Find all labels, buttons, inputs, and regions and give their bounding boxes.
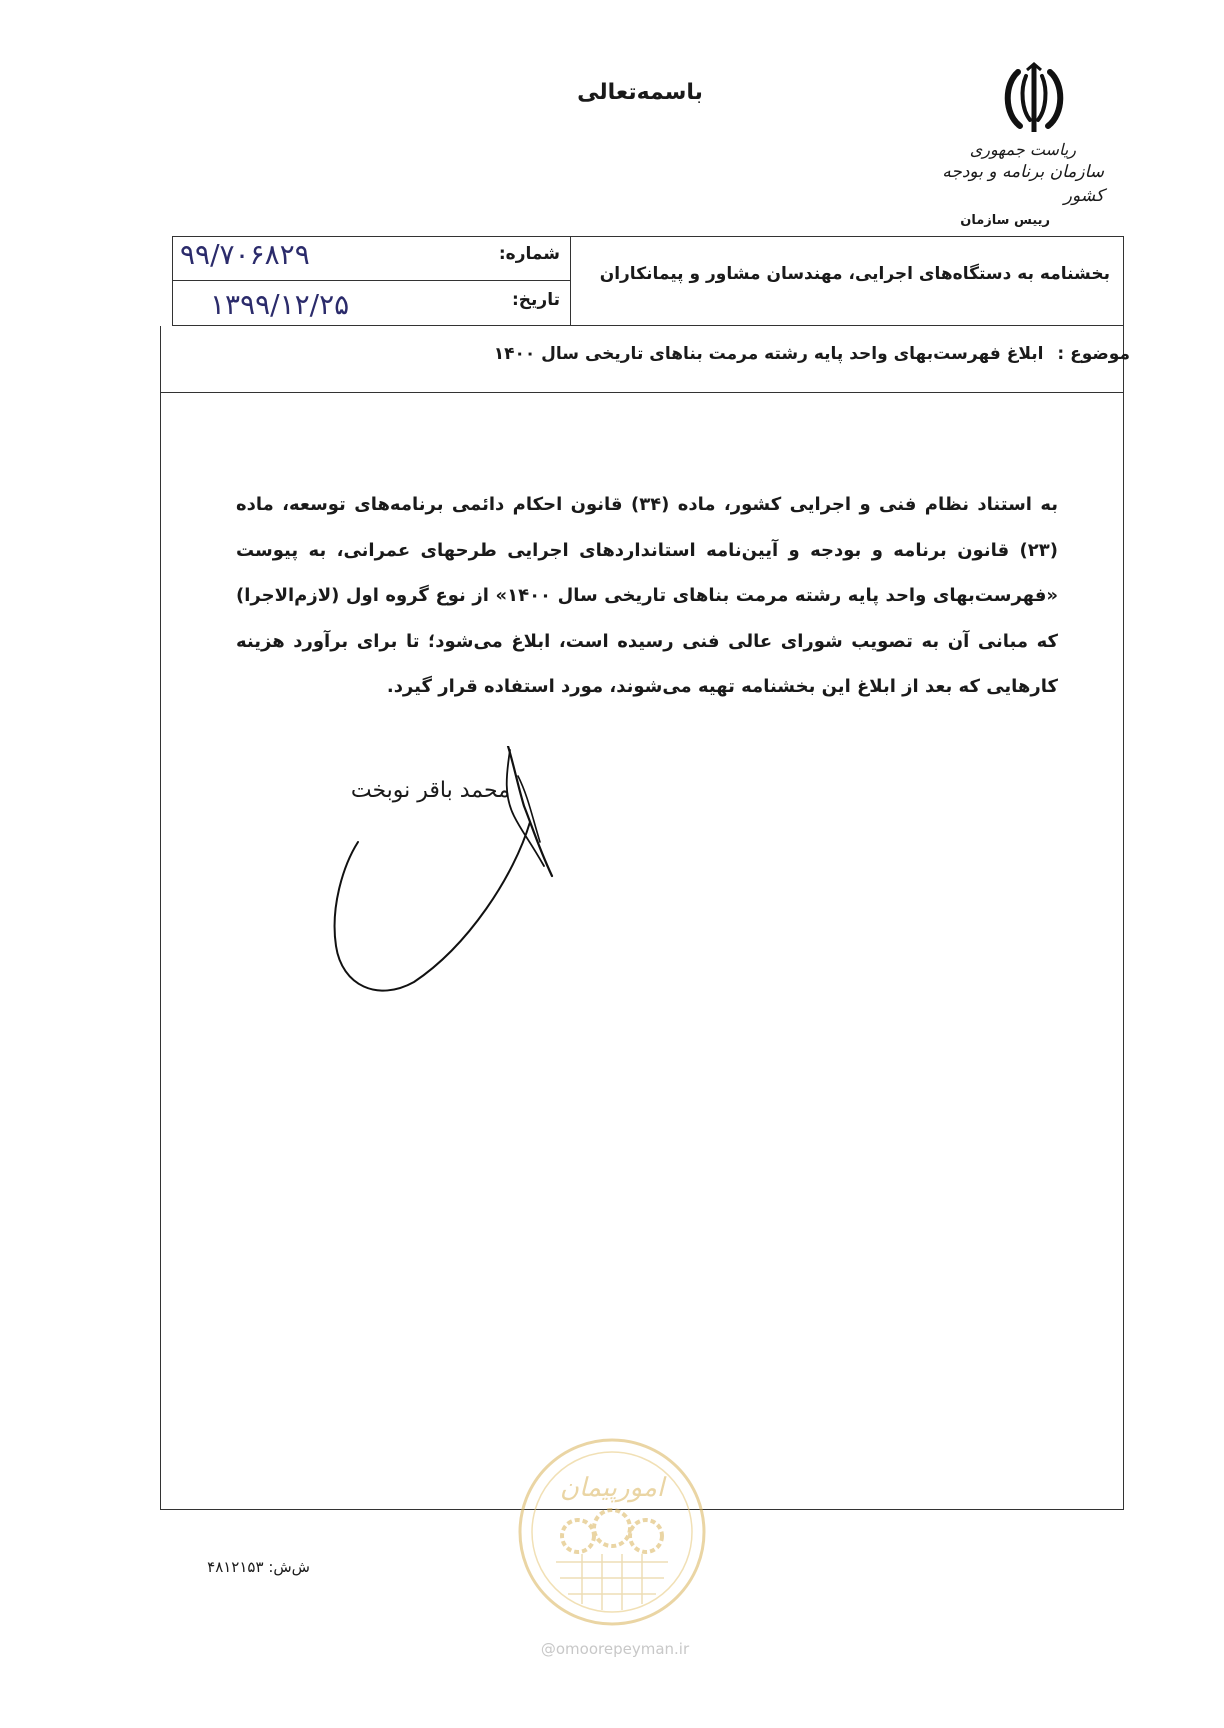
circular-title: بخشنامه به دستگاه‌های اجرایی، مهندسان مشاور و پیمانکاران — [599, 264, 1110, 284]
number-value: ۹۹/۷۰۶۸۲۹ — [180, 238, 310, 271]
organization-block — [904, 140, 1104, 234]
signer-name: محمد باقر نوبخت — [350, 778, 510, 803]
subject-text: ابلاغ فهرست‌بهای واحد پایه رشته مرمت بناهای تاریخی سال ۱۴۰۰ — [493, 344, 1044, 364]
signature-mark — [318, 746, 558, 992]
date-label: تاریخ: — [512, 290, 560, 310]
bismillah-heading: باسمه‌تعالی — [577, 80, 703, 105]
body-paragraph: به استناد نظام فنی و اجرایی کشور، ماده (۳۴) قانون احکام دائمی برنامه‌های توسعه، ماده (۲۳) قانون برنامه و بودجه و آیین‌نامه استانداردهای اجرایی طرحهای عمرانی، به پیوست «فهرست‌بهای واحد پایه رشته مرمت بناهای تاریخی سال ۱۴۰۰» از نوع گروه اول (لازم‌الاجرا) که مبانی آن به تصویب شورای عالی فنی رسیده است، ابلاغ می‌شود؛ تا برای برآورد هزینه کارهایی که بعد از ابلاغ این بخشنامه تهیه می‌شوند، مورد استفاده قرار گیرد. — [236, 494, 1058, 697]
subject-line — [180, 344, 1130, 364]
org-head-title: رییس سازمان — [960, 213, 1050, 228]
watermark-url: @omoorepeyman.ir — [540, 1640, 690, 1658]
watermark-stamp — [512, 1432, 712, 1632]
stamp-text: امورپیمان — [559, 1473, 665, 1503]
number-label: شماره: — [498, 244, 560, 264]
subject-divider — [160, 392, 1124, 393]
header-divider — [570, 236, 571, 326]
header-row-divider — [172, 280, 571, 281]
footer-code: ش‌ش: ۴۸۱۲۱۵۳ — [207, 1558, 310, 1576]
emblem-icon — [996, 62, 1072, 138]
subject-label: موضوع : — [1057, 344, 1130, 364]
date-value: ۱۳۹۹/۱۲/۲۵ — [210, 288, 350, 321]
org-name: سازمان برنامه و بودجه کشور — [942, 162, 1104, 206]
org-presidency: ریاست جمهوری — [969, 140, 1076, 159]
